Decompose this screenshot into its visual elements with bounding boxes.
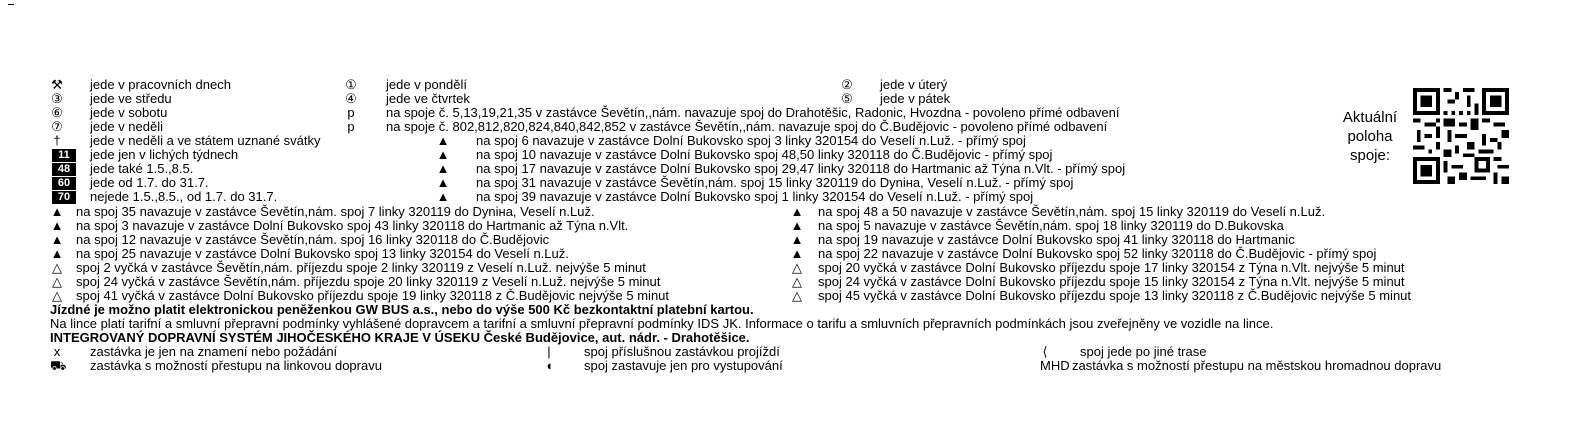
tariff-note: Na lince platí tarifní a smluvní přepravní podmínky vyhlášené dopravcem a tarifní a smluvní přepravní podmínky IDS JK. Informace o tarifu a smluvních přepravních podmínkách jsou zveřejněny ve vozidle na lince. xyxy=(50,316,1274,331)
legend-friday: jede v pátek xyxy=(880,91,951,106)
triangle-icon: ▲ xyxy=(50,232,64,247)
monday-icon: ① xyxy=(345,77,357,92)
position-label xyxy=(1330,108,1410,165)
right-note: na spoj 5 navazuje v zastávce Ševětín,nám. spoj 18 linky 320119 do D.Bukovska xyxy=(818,218,1284,233)
corner-mark xyxy=(8,4,14,5)
p-note: na spoje č. 802,812,820,824,840,842,852 v zastávce Ševětín,,nám. navazuje spoj do Č.Budějovic - povoleno přímé odbavení xyxy=(386,119,1108,134)
triangle-icon: ▲ xyxy=(50,204,64,219)
saturday-icon: ⑥ xyxy=(51,105,63,120)
friday-icon: ⑤ xyxy=(841,91,853,106)
open-triangle-icon: △ xyxy=(792,288,802,303)
triangle-icon: ▲ xyxy=(50,246,64,261)
also-badge: 48 xyxy=(52,163,76,176)
open-triangle-icon: △ xyxy=(792,260,802,275)
position-line: Aktuální xyxy=(1342,109,1398,126)
mhd-label: MHD xyxy=(1040,358,1070,373)
left-note: spoj 24 vyčká v zastávce Ševětín,nám. příjezdu spoje 20 linky 320119 z Veselí n.Luž. nejvýše 5 minut xyxy=(76,274,661,289)
legend-mhd: zastávka s možností přestupu na městskou hromadnou dopravu xyxy=(1072,358,1442,373)
triangle-icon: ▲ xyxy=(790,218,804,233)
p-note-icon: p xyxy=(347,105,355,120)
right-note: na spoj 48 a 50 navazuje v zastávce Ševětín,nám. spoj 15 linky 320119 do Veselí n.Luž. xyxy=(818,204,1326,219)
open-triangle-icon: △ xyxy=(52,260,62,275)
open-triangle-icon: △ xyxy=(52,288,62,303)
wednesday-icon: ③ xyxy=(51,91,63,106)
request-stop-icon: x xyxy=(53,344,61,359)
position-line: poloha xyxy=(1347,128,1393,145)
mid-note: na spoj 17 navazuje v zastávce Dolní Bukovsko spoj 29,47 linky 320118 do Hartmanic až Týna n.Vlt. - přímý spoj xyxy=(476,161,1126,176)
triangle-icon: ▲ xyxy=(790,204,804,219)
legend-wednesday: jede ve středu xyxy=(90,91,172,106)
triangle-icon: ▲ xyxy=(790,232,804,247)
from-badge: 60 xyxy=(52,177,76,190)
legend-from: jede od 1.7. do 31.7. xyxy=(90,175,209,190)
sunday-icon: ⑦ xyxy=(51,119,63,134)
alight-only-icon: ◖ xyxy=(545,358,553,373)
open-triangle-icon: △ xyxy=(52,274,62,289)
left-note: na spoj 25 navazuje v zastávce Dolní Bukovsko spoj 13 linky 320154 do Veselí n.Luž. xyxy=(76,246,569,261)
ids-note: INTEGROVANÝ DOPRAVNÍ SYSTÉM JIHOČESKÉHO KRAJE V ÚSEKU České Budějovice, aut. nádr. - Drahotěšice. xyxy=(50,330,750,345)
mid-note: na spoj 6 navazuje v zastávce Dolní Bukovsko spoj 3 linky 320154 do Veselí n.Luž. - přímý spoj xyxy=(476,133,1026,148)
p-note-icon: p xyxy=(347,119,355,134)
tuesday-icon: ② xyxy=(841,77,853,92)
left-note: na spoj 12 navazuje v zastávce Ševětín,nám. spoj 16 linky 320118 do Č.Budějovic xyxy=(76,232,550,247)
left-note: spoj 2 vyčká v zastávce Ševětín,nám. příjezdu spoje 2 linky 320119 z Veselí n.Luž. nejvýše 5 minut xyxy=(76,260,646,275)
pass-through-icon: | xyxy=(547,344,551,359)
right-note: na spoj 19 navazuje v zastávce Dolní Bukovsko spoj 41 linky 320118 do Hartmanic xyxy=(818,232,1295,247)
triangle-icon: ▲ xyxy=(790,246,804,261)
bus-transfer-icon: ⛟ xyxy=(50,358,67,373)
legend-holidays: jede v neděli a ve státem uznané svátky xyxy=(90,133,321,148)
left-note: spoj 41 vyčká v zastávce Dolní Bukovsko příjezdu spoje 19 linky 320118 z Č.Budějovic nejvýše 5 minut xyxy=(76,288,670,303)
legend-saturday: jede v sobotu xyxy=(90,105,168,120)
cross-icon: † xyxy=(53,133,61,148)
triangle-icon: ▲ xyxy=(50,218,64,233)
right-note: na spoj 22 navazuje v zastávce Dolní Bukovsko spoj 52 linky 320118 do Č.Budějovic - přímý spoj xyxy=(818,246,1377,261)
not-badge: 70 xyxy=(52,191,76,204)
other-route-icon: ⟨ xyxy=(1042,344,1048,359)
triangle-icon: ▲ xyxy=(436,147,450,162)
left-note: na spoj 3 navazuje v zastávce Dolní Bukovsko spoj 43 linky 320118 do Hartmanic až Týna n.Vlt. xyxy=(76,218,629,233)
open-triangle-icon: △ xyxy=(792,274,802,289)
triangle-icon: ▲ xyxy=(436,189,450,204)
qr-code[interactable] xyxy=(1413,88,1509,184)
payment-note: Jízdné je možno platit elektronickou peněženkou GW BUS a.s., nebo do výše 500 Kč bezkontaktní platební kartou. xyxy=(50,302,754,317)
legend-working-days: jede v pracovních dnech xyxy=(90,77,231,92)
right-note: spoj 45 vyčká v zastávce Dolní Bukovsko příjezdu spoje 13 linky 320118 z Č.Budějovic nejvýše 5 minut xyxy=(818,288,1412,303)
odd-weeks-badge: 11 xyxy=(52,149,76,162)
legend-request-stop: zastávka je jen na znamení nebo požádání xyxy=(90,344,338,359)
legend-monday: jede v pondělí xyxy=(386,77,467,92)
legend-tuesday: jede v úterý xyxy=(880,77,948,92)
legend-bus-transfer: zastávka s možností přestupu na linkovou dopravu xyxy=(90,358,382,373)
right-note: spoj 24 vyčká v zastávce Dolní Bukovsko příjezdu spoje 15 linky 320154 z Týna n.Vlt. nejvýše 5 minut xyxy=(818,274,1405,289)
legend-sunday: jede v neděli xyxy=(90,119,163,134)
p-note: na spoje č. 5,13,19,21,35 v zastávce Ševětín,,nám. navazuje spoj do Drahotěšic, Radonic, Hvozdna - povoleno přímé odbavení xyxy=(386,105,1120,120)
mid-note: na spoj 10 navazuje v zastávce Dolní Bukovsko spoj 48,50 linky 320118 do Č.Budějovic - přímý spoj xyxy=(476,147,1053,162)
legend-thursday: jede ve čtvrtek xyxy=(386,91,470,106)
legend-alight-only: spoj zastavuje jen pro vystupování xyxy=(584,358,783,373)
position-line: spoje: xyxy=(1349,147,1391,164)
triangle-icon: ▲ xyxy=(436,175,450,190)
legend-pass-through: spoj příslušnou zastávkou projíždí xyxy=(584,344,780,359)
legend-not: nejede 1.5.,8.5., od 1.7. do 31.7. xyxy=(90,189,278,204)
right-note: spoj 20 vyčká v zastávce Dolní Bukovsko příjezdu spoje 17 linky 320154 z Týna n.Vlt. nejvýše 5 minut xyxy=(818,260,1405,275)
legend-other-route: spoj jede po jiné trase xyxy=(1080,344,1207,359)
thursday-icon: ④ xyxy=(345,91,357,106)
mid-note: na spoj 39 navazuje v zastávce Dolní Bukovsko spoj 1 linky 320154 do Veselí n.Luž. - přímý spoj xyxy=(476,189,1034,204)
mid-note: na spoj 31 navazuje v zastávce Ševětín,nám. spoj 15 linky 320119 do Dyniна, Veselí n.Luž. - přímý spoj xyxy=(476,175,1074,190)
working-days-icon: ⚒ xyxy=(51,77,63,92)
legend-also: jede také 1.5.,8.5. xyxy=(90,161,194,176)
triangle-icon: ▲ xyxy=(436,133,450,148)
triangle-icon: ▲ xyxy=(436,161,450,176)
legend-odd-weeks: jede jen v lichých týdnech xyxy=(90,147,239,162)
left-note: na spoj 35 navazuje v zastávce Ševětín,nám. spoj 7 linky 320119 do Dyniна, Veselí n.Luž. xyxy=(76,204,595,219)
